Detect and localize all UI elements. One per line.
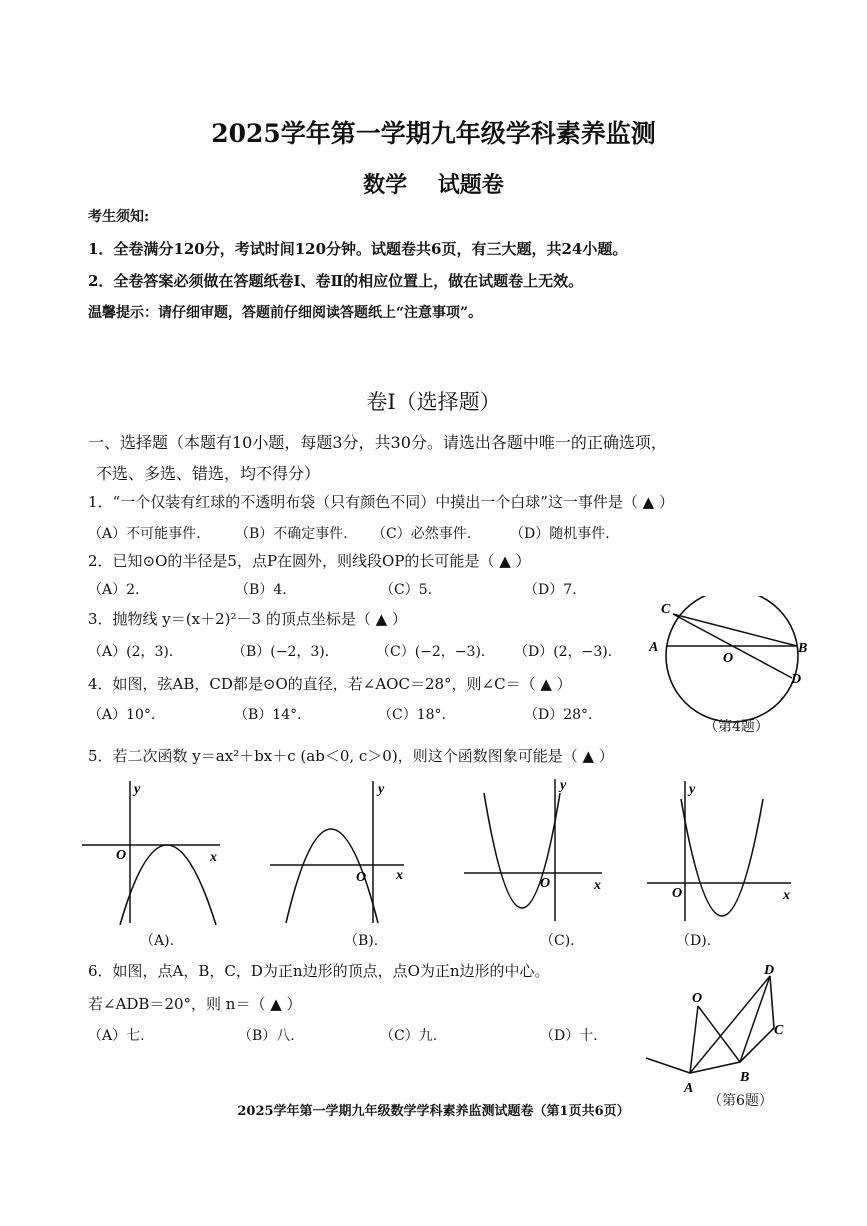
q6-option-a: （A）七.: [88, 1028, 145, 1044]
q3-stem: 3．抛物线 y＝(x＋2)²－3 的顶点坐标是（ ▲ ）: [88, 610, 407, 628]
q5-graph-c: [462, 773, 612, 923]
q5-c-origin: O: [540, 876, 551, 891]
q6-polygon-edges: [646, 976, 774, 1073]
q5-a-axis-x: x: [210, 850, 217, 865]
section-intro-line-2: 不选、多选、错选，均不得分）: [96, 464, 321, 483]
notice-item-1: 1．全卷满分120分，考试时间120分钟。试题卷共6页，有三大题，共24小题。: [88, 240, 628, 258]
q2-stem: 2．已知⊙O的半径是5，点P在圆外，则线段OP的长可能是（ ▲ ）: [88, 552, 531, 570]
q5-c-axis-y: y: [560, 778, 567, 793]
q5-caption-a: （A).: [140, 933, 175, 949]
q4-figure-caption: （第4题）: [704, 719, 769, 735]
q4-option-d: （D）28°.: [524, 707, 593, 723]
notice-heading: 考生须知:: [88, 209, 150, 225]
q5-caption-c: （C).: [540, 933, 575, 949]
q6-figure-caption: （第6题）: [708, 1093, 773, 1109]
q4-option-b: （B）14°.: [234, 707, 302, 723]
q3-option-d: （D）(2，−3)．: [514, 644, 622, 660]
q6-stem: 6．如图，点A，B，C，D为正n边形的顶点，点O为正n边形的中心。: [88, 962, 550, 980]
q5-graph-a: [80, 775, 230, 925]
q5-a-origin: O: [116, 848, 127, 863]
q5-b-axis-x: x: [396, 868, 403, 883]
q5-stem: 5．若二次函数 y＝ax²＋bx＋c (ab＜0, c＞0)，则这个函数图象可能是（ ▲ ）: [88, 747, 614, 765]
q4-label-b: B: [798, 641, 808, 656]
q5-caption-b: （B).: [344, 933, 379, 949]
q6-option-c: （C）九.: [380, 1028, 438, 1044]
q4-label-o: O: [723, 651, 734, 666]
q5-d-axis-y: y: [689, 782, 696, 797]
section-title: 卷Ⅰ（选择题）: [366, 390, 501, 414]
q6-label-a: A: [684, 1081, 694, 1096]
q1-option-a: （A）不可能事件.: [88, 526, 201, 542]
q5-graph-d: [645, 773, 800, 923]
q1-option-b: （B）不确定事件.: [235, 526, 348, 542]
q6-option-b: （B）八.: [238, 1028, 295, 1044]
q5-d-origin: O: [672, 886, 683, 901]
q6-label-d: D: [764, 963, 775, 978]
q6-figure: [640, 958, 800, 1098]
q6-stem-line-2: 若∠ADB＝20°，则 n＝（ ▲ ）: [88, 995, 302, 1013]
q6-label-o: O: [692, 991, 703, 1006]
q4-label-d: D: [791, 672, 802, 687]
q4-label-c: C: [661, 602, 671, 617]
q6-label-c: C: [774, 1023, 784, 1038]
q1-option-c: （C）必然事件.: [372, 526, 472, 542]
page-footer: 2025学年第一学期九年级数学学科素养监测试题卷（第1页共6页）: [237, 1104, 630, 1119]
q5-caption-d: （D).: [676, 933, 712, 949]
q6-segment-bd: [740, 976, 770, 1062]
q4-option-a: （A）10°.: [88, 707, 156, 723]
q6-option-d: （D）十.: [540, 1028, 598, 1044]
q3-option-b: （B）(−2，3)．: [232, 644, 339, 660]
q4-label-a: A: [649, 640, 659, 655]
q3-option-c: （C）(−2，−3)．: [376, 644, 495, 660]
q2-option-b: （B）4.: [235, 582, 287, 598]
q1-option-d: （D）随机事件.: [510, 526, 610, 542]
q5-graph-b: [268, 775, 413, 925]
notice-tip: 温馨提示：请仔细审题，答题前仔细阅读答题纸上“注意事项”。: [88, 305, 483, 321]
q6-label-b: B: [740, 1070, 750, 1085]
q4-chord-cb: [673, 614, 797, 646]
notice-item-2: 2．全卷答案必须做在答题纸卷Ⅰ、卷Ⅱ的相应位置上，做在试题卷上无效。: [88, 272, 584, 290]
page-subtitle: 数学 试题卷: [363, 172, 504, 198]
section-intro-line-1: 一、选择题（本题有10小题，每题3分，共30分。请选出各题中唯一的正确选项，: [88, 433, 667, 452]
q5-c-axis-x: x: [594, 878, 601, 893]
q2-option-a: （A）2.: [88, 582, 140, 598]
q2-option-c: （C）5.: [380, 582, 433, 598]
q3-option-a: （A）(2，3)．: [88, 644, 183, 660]
q4-figure: [645, 596, 815, 736]
q5-b-axis-y: y: [378, 782, 385, 797]
q5-d-axis-x: x: [783, 888, 790, 903]
q4-option-c: （C）18°.: [378, 707, 446, 723]
q5-b-origin: O: [356, 870, 367, 885]
q2-option-d: （D）7.: [524, 582, 577, 598]
q4-stem: 4．如图，弦AB，CD都是⊙O的直径，若∠AOC＝28°，则∠C＝（ ▲ ）: [88, 675, 572, 693]
q5-a-axis-y: y: [134, 782, 141, 797]
page-title: 2025学年第一学期九年级学科素养监测: [211, 119, 656, 148]
q6-segment-ob: [698, 1006, 740, 1062]
q6-segment-oa: [690, 1006, 698, 1073]
q1-stem: 1．“一个仅装有红球的不透明布袋（只有颜色不同）中摸出一个白球”这一事件是（ ▲ ）: [88, 493, 674, 511]
